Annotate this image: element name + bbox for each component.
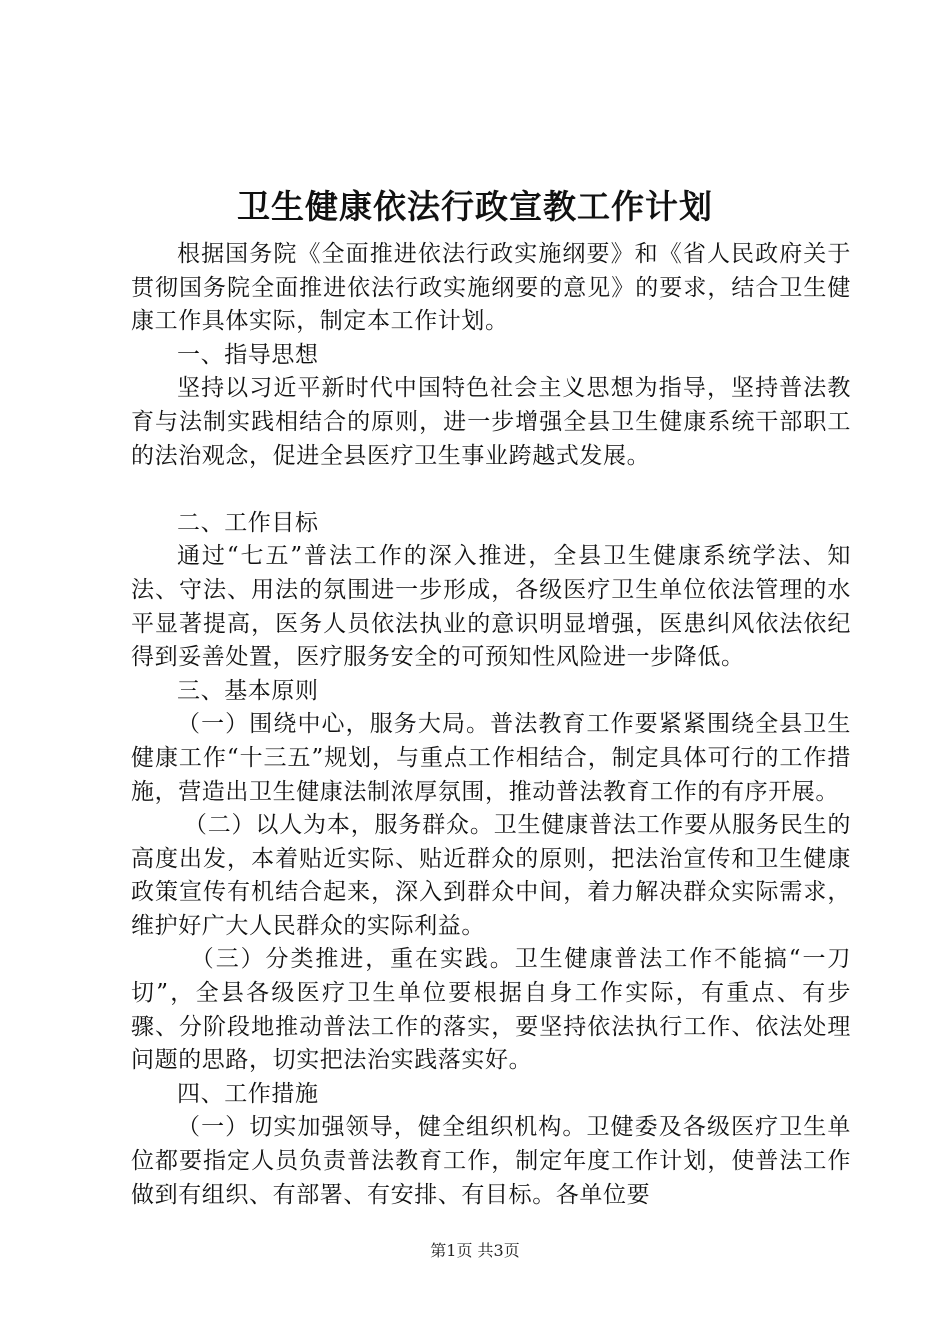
document-title: 卫生健康依法行政宣教工作计划 (237, 187, 713, 226)
intro-paragraph: 根据国务院《全面推进依法行政实施纲要》和《省人民政府关于贯彻国务院全面推进依法行政实施纲要的意见》的要求，结合卫生健康工作具体实际，制定本工作计划。 (131, 241, 851, 335)
measure-one-paragraph: （一）切实加强领导，健全组织机构。卫健委及各级医疗卫生单位都要指定人员负责普法教育工作，制定年度工作计划，使普法工作做到有组织、有部署、有安排、有目标。各单位要 (131, 1114, 851, 1208)
work-goals-paragraph: 通过“七五”普法工作的深入推进，全县卫生健康系统学法、知法、守法、用法的氛围进一步形成，各级医疗卫生单位依法管理的水平显著提高，医务人员依法执业的意识明显增强，医患纠风依法依纪得到妥善处置，医疗服务安全的可预知性风险进一步降低。 (131, 543, 851, 671)
section-heading-basic-principles: 三、基本原则 (177, 677, 319, 704)
principle-two-paragraph: （二）以人为本，服务群众。卫生健康普法工作要从服务民生的高度出发，本着贴近实际、贴近群众的原则，把法治宣传和卫生健康政策宣传有机结合起来，深入到群众中间，着力解决群众实际需求，维护好广大人民群众的实际利益。 (131, 812, 851, 939)
section-heading-work-measures: 四、工作措施 (177, 1080, 319, 1107)
principle-three-paragraph: （三）分类推进，重在实践。卫生健康普法工作不能搞“一刀切”，全县各级医疗卫生单位要根据自身工作实际，有重点、有步骤、分阶段地推动普法工作的落实，要坚持依法执行工作、依法处理问题的思路，切实把法治实践落实好。 (131, 946, 851, 1074)
page-footer: 第1页 共3页 (430, 1241, 520, 1260)
guiding-ideology-paragraph: 坚持以习近平新时代中国特色社会主义思想为指导，坚持普法教育与法制实践相结合的原则，进一步增强全县卫生健康系统干部职工的法治观念，促进全县医疗卫生事业跨越式发展。 (131, 375, 851, 469)
document-body (131, 238, 851, 1212)
section-heading-guiding-ideology: 一、指导思想 (177, 341, 319, 368)
section-heading-work-goals: 二、工作目标 (177, 509, 319, 536)
principle-one-paragraph: （一）围绕中心，服务大局。普法教育工作要紧紧围绕全县卫生健康工作“十三五”规划，与重点工作相结合，制定具体可行的工作措施，营造出卫生健康法制浓厚氛围，推动普法教育工作的有序开展。 (131, 711, 851, 805)
